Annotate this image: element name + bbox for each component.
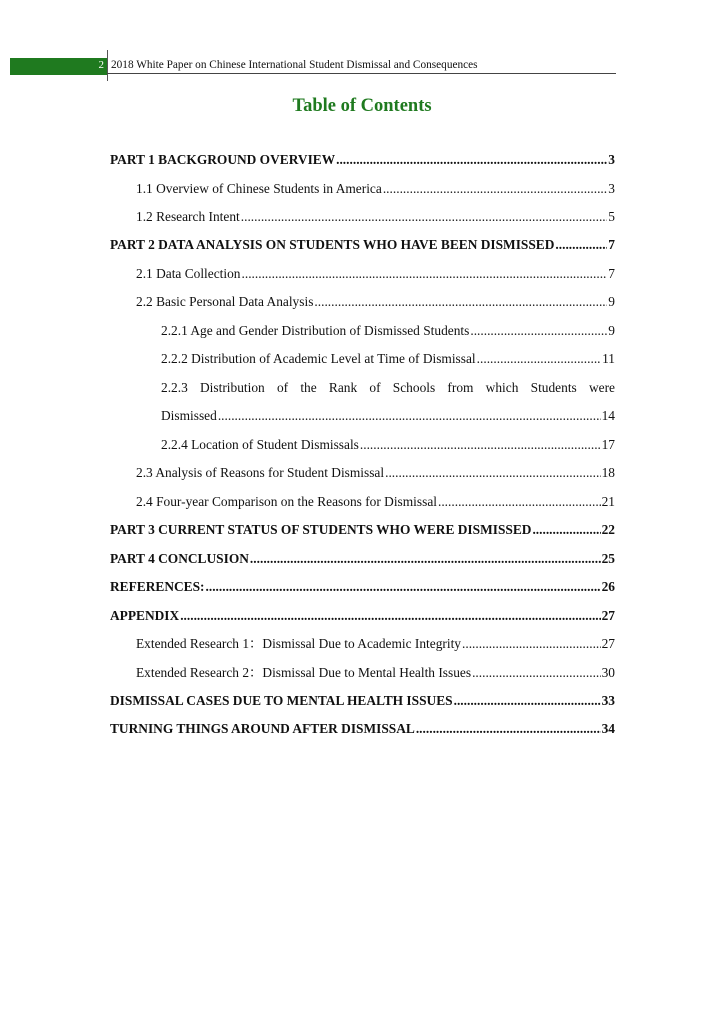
toc-entry-page: 5 [608,209,615,224]
toc-entry-text: 2.2.4 Location of Student Dismissals [161,437,359,452]
toc-entry-page: 22 [601,522,615,537]
toc-entry-text: DISMISSAL CASES DUE TO MENTAL HEALTH ISSUES [110,693,453,708]
toc-entry-1-2[interactable] [136,207,615,227]
toc-entry-2-2[interactable] [136,292,615,312]
toc-leader [532,520,600,540]
toc-entry-2-2-3-line2[interactable] [161,406,615,426]
toc-entry-2-4[interactable] [136,492,615,512]
toc-entry-text: TURNING THINGS AROUND AFTER DISMISSAL [110,721,415,736]
toc-leader [385,463,601,483]
toc-leader [336,150,607,170]
toc-entry-page: 9 [608,323,615,338]
toc-entry-text: REFERENCES: [110,579,205,594]
toc-leader [218,406,601,426]
toc-entry-text: Extended Research 2：Dismissal Due to Mental Health Issues [136,665,472,680]
toc-entry-text: 2.1 Data Collection [136,266,241,281]
toc-leader [416,719,601,739]
toc-entry-1-1[interactable] [136,179,615,199]
toc-entry-extended-1[interactable] [136,634,615,654]
header-running-title: 2018 White Paper on Chinese International Student Dismissal and Consequences [111,59,478,71]
toc-entry-text: 2.2 Basic Personal Data Analysis [136,294,314,309]
toc-entry-text: Dismissed [161,408,217,423]
toc-entry-page: 3 [608,152,615,167]
toc-entry-page: 21 [601,494,615,509]
toc-leader [462,634,601,654]
toc-leader [206,577,601,597]
toc-leader [438,492,601,512]
toc-entry-page: 18 [601,465,615,480]
toc-entry-2-1[interactable] [136,264,615,284]
toc-title: Table of Contents [292,96,432,116]
toc-entry-text: Extended Research 1：Dismissal Due to Academic Integrity [136,636,462,651]
toc-entry-2-2-4[interactable] [161,435,615,455]
toc-leader [241,207,608,227]
toc-leader [314,292,607,312]
toc-entry-page: 34 [601,721,615,736]
toc-leader [180,606,600,626]
toc-leader [383,179,607,199]
toc-leader [470,321,607,341]
toc-entry-page: 27 [601,636,615,651]
toc-entry-page: 33 [601,693,615,708]
toc-entry-page: 11 [602,351,615,366]
toc-leader [454,691,601,711]
toc-entry-part1[interactable] [110,150,615,170]
toc-entry-turning-around[interactable] [110,719,615,739]
toc-leader [250,549,601,569]
toc-entry-text: PART 2 DATA ANALYSIS ON STUDENTS WHO HAVE BEEN DISMISSED [110,237,555,252]
toc-entry-text: APPENDIX [110,608,180,623]
toc-leader [477,349,601,369]
toc-entry-appendix[interactable] [110,606,615,626]
toc-leader [242,264,608,284]
toc-leader [555,235,607,255]
toc-leader [472,663,601,683]
toc-entry-page: 7 [608,237,615,252]
toc-entry-text: 2.3 Analysis of Reasons for Student Dismissal [136,465,385,480]
toc-entry-page: 14 [601,408,615,423]
toc-entry-text: 2.2.2 Distribution of Academic Level at Time of Dismissal [161,351,476,366]
toc-entry-part2[interactable] [110,235,615,255]
toc-entry-page: 26 [601,579,615,594]
header-page-number: 2 [98,59,104,71]
toc-entry-page: 3 [608,181,615,196]
toc-entry-mental-health-cases[interactable] [110,691,615,711]
toc-entry-page: 30 [601,665,615,680]
header-rule [107,73,616,74]
toc-entry-page: 7 [608,266,615,281]
toc-leader [360,435,601,455]
toc-entry-text: PART 3 CURRENT STATUS OF STUDENTS WHO WERE DISMISSED [110,522,532,537]
toc-entry-text: 2.2.1 Age and Gender Distribution of Dismissed Students [161,323,470,338]
toc-entry-extended-2[interactable] [136,663,615,683]
header-divider [107,50,108,81]
toc-entry-2-2-3-line1[interactable] [161,378,615,398]
toc-entry-page: 27 [601,608,615,623]
toc-entry-2-2-2[interactable] [161,349,615,369]
toc-entry-text: PART 1 BACKGROUND OVERVIEW [110,152,336,167]
toc-entry-page: 25 [601,551,615,566]
toc-entry-text: PART 4 CONCLUSION [110,551,249,566]
toc-entry-page: 9 [608,294,615,309]
toc-entry-text: 2.4 Four-year Comparison on the Reasons for Dismissal [136,494,437,509]
toc-entry-part3[interactable] [110,520,615,540]
toc-entry-part4[interactable] [110,549,615,569]
toc-entry-text: 1.2 Research Intent [136,209,240,224]
toc-entry-text: 2.2.3 Distribution of the Rank of Schools from which Students were [161,380,615,395]
toc-entry-2-3[interactable] [136,463,615,483]
toc-entry-references[interactable] [110,577,615,597]
toc-entry-text: 1.1 Overview of Chinese Students in America [136,181,382,196]
toc-entry-page: 17 [601,437,615,452]
toc-entry-2-2-1[interactable] [161,321,615,341]
